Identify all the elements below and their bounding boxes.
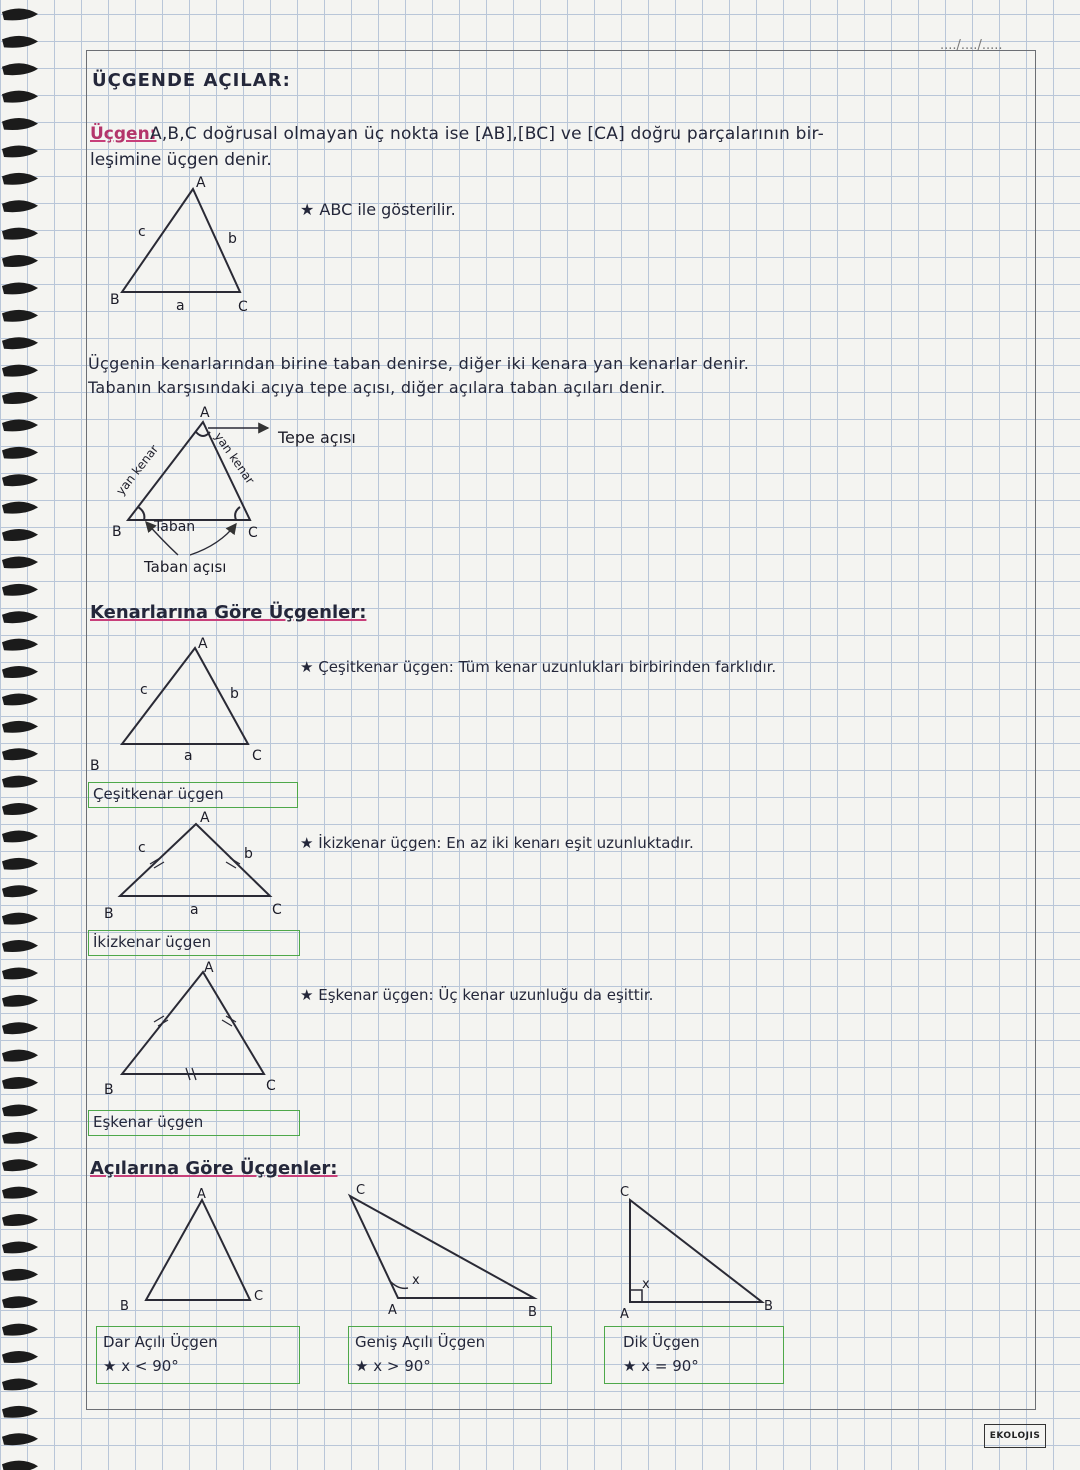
side-left-label: yan kenar	[113, 442, 162, 498]
right-name: Dik Üçgen	[623, 1333, 700, 1351]
equilateral-label: Eşkenar üçgen	[93, 1113, 204, 1131]
parts-triangle-shape	[128, 422, 250, 520]
definition-line-2: leşimine üçgen denir.	[90, 150, 272, 170]
obtuse-name: Geniş Açılı Üçgen	[355, 1333, 486, 1351]
side-b-label: b	[228, 231, 237, 247]
isosceles-side-a: a	[190, 902, 199, 918]
parts-vertex-b: B	[112, 524, 122, 540]
isosceles-vertex-a: A	[200, 810, 210, 826]
parts-line-2: Tabanın karşısındaki açıya tepe açısı, diğer açılara taban açıları denir.	[88, 378, 666, 397]
triangle-definition-figure	[122, 189, 240, 292]
parts-line-1: Üçgenin kenarlarından birine taban denirse, diğer iki kenara yan kenarlar denir.	[88, 354, 750, 373]
page-title: ÜÇGENDE AÇILAR:	[92, 70, 291, 91]
equilateral-vertex-b: B	[104, 1082, 114, 1098]
date-field: ..../..../.....	[940, 38, 1003, 53]
equilateral-triangle-shape	[122, 972, 264, 1074]
right-rule: ★ x = 90°	[623, 1357, 699, 1375]
base-angle-arc-right	[235, 507, 240, 520]
vertex-a-label: A	[196, 175, 206, 191]
obtuse-vertex-b: B	[528, 1305, 537, 1320]
scalene-side-c: c	[140, 682, 148, 698]
obtuse-rule: ★ x > 90°	[355, 1357, 431, 1375]
isosceles-description: ★ İkizkenar üçgen: En az iki kenarı eşit uzunluktadır.	[300, 834, 694, 852]
right-vertex-a: A	[620, 1307, 629, 1322]
isosceles-vertex-c: C	[272, 902, 282, 918]
triangle-parts-figure	[128, 422, 268, 555]
triangle-abc-shape	[122, 189, 240, 292]
scalene-label: Çeşitkenar üçgen	[93, 785, 224, 803]
brand-logo: EKOLOJIS	[984, 1424, 1046, 1448]
parts-vertex-a: A	[200, 405, 210, 421]
acute-triangle-shape	[146, 1200, 250, 1300]
definition-line-1: A,B,C doğrusal olmayan üç nokta ise [AB],[BC] ve [CA] doğru parçalarının bir-	[150, 124, 824, 144]
equilateral-description: ★ Eşkenar üçgen: Üç kenar uzunluğu da eşittir.	[300, 986, 654, 1004]
obtuse-triangle-shape	[350, 1196, 534, 1298]
scalene-description: ★ Çeşitkenar üçgen: Tüm kenar uzunlukları birbirinden farklıdır.	[300, 658, 777, 676]
vertex-c-label: C	[238, 299, 248, 315]
scalene-vertex-b: B	[90, 758, 100, 774]
acute-rule: ★ x < 90°	[103, 1357, 179, 1375]
vertex-angle-label: Tepe açısı	[278, 428, 356, 447]
acute-vertex-b: B	[120, 1299, 129, 1314]
side-a-label: a	[176, 298, 185, 314]
obtuse-vertex-a: A	[388, 1303, 397, 1318]
scalene-side-a: a	[184, 748, 193, 764]
equilateral-triangle-figure	[122, 972, 264, 1080]
acute-name: Dar Açılı Üçgen	[103, 1333, 218, 1351]
obtuse-triangle-figure	[350, 1196, 534, 1298]
right-triangle-shape	[630, 1200, 762, 1302]
right-vertex-c: C	[620, 1185, 630, 1200]
isosceles-vertex-b: B	[104, 906, 114, 922]
scalene-side-b: b	[230, 686, 239, 702]
equilateral-vertex-a: A	[204, 960, 214, 976]
acute-triangle-figure	[146, 1200, 250, 1300]
right-triangle-figure	[630, 1200, 762, 1302]
side-c-label: c	[138, 224, 146, 240]
acute-vertex-c: C	[254, 1289, 264, 1304]
right-vertex-b: B	[764, 1299, 773, 1314]
acute-vertex-a: A	[197, 1187, 206, 1202]
angles-heading: Açılarına Göre Üçgenler:	[90, 1158, 338, 1179]
isosceles-side-c: c	[138, 840, 146, 856]
obtuse-vertex-c: C	[356, 1183, 366, 1198]
base-angle-arc-left	[138, 507, 144, 520]
equilateral-vertex-c: C	[266, 1078, 276, 1094]
right-angle-x: x	[642, 1277, 650, 1292]
scalene-vertex-c: C	[252, 748, 262, 764]
isosceles-label: İkizkenar üçgen	[93, 933, 212, 951]
notation-note: ★ ABC ile gösterilir.	[300, 200, 456, 219]
isosceles-side-b: b	[244, 846, 253, 862]
right-angle-mark	[630, 1290, 642, 1302]
definition-term: Üçgen:	[90, 124, 157, 144]
isosceles-tick-right	[226, 858, 240, 868]
parts-vertex-c: C	[248, 525, 258, 541]
obtuse-angle-x: x	[412, 1273, 420, 1288]
scalene-vertex-a: A	[198, 636, 208, 652]
sides-heading: Kenarlarına Göre Üçgenler:	[90, 602, 367, 623]
base-label: Taban	[154, 519, 196, 535]
vertex-b-label: B	[110, 292, 120, 308]
side-right-label: yan kenar	[211, 429, 258, 487]
base-angle-arrow-right	[190, 524, 236, 555]
base-angle-label: Taban açısı	[144, 558, 227, 576]
